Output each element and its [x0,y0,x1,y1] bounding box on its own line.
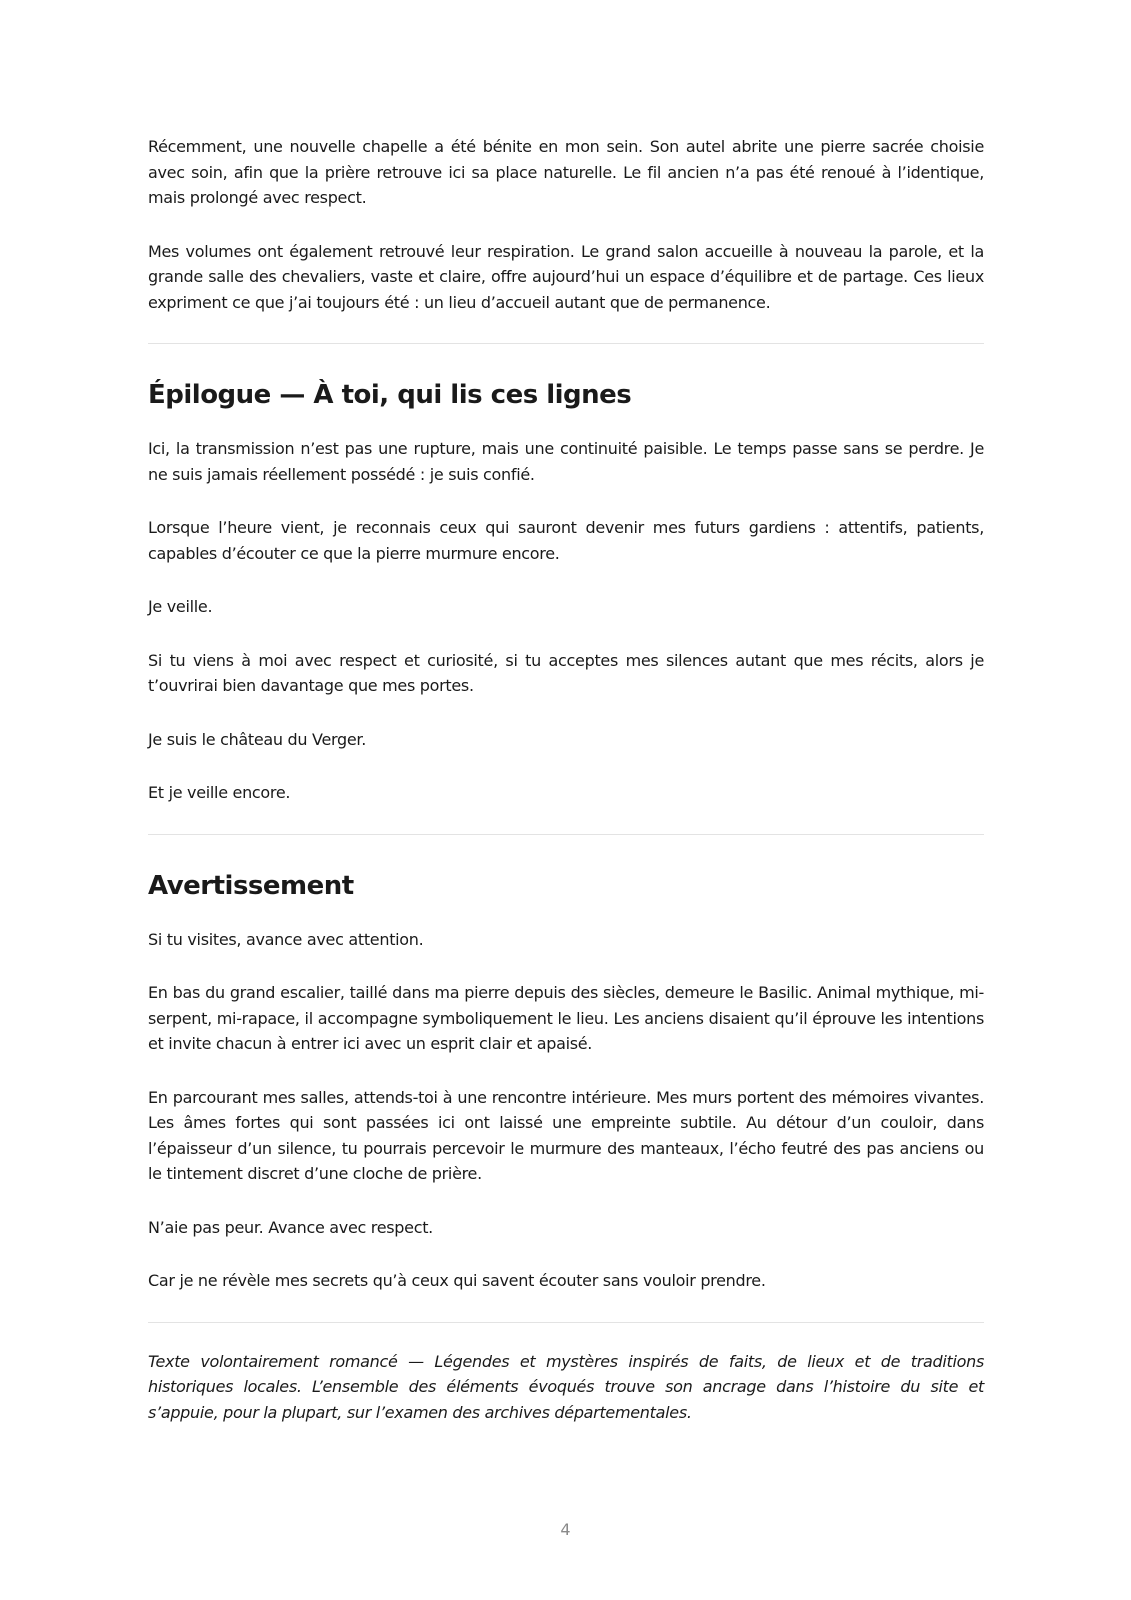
page-number: 4 [560,1520,571,1539]
epilogue-paragraph: Je suis le château du Verger. [148,729,366,749]
epilogue-paragraph: Si tu viens à moi avec respect et curiosité, si tu acceptes mes silences autant que mes récits, alors je t’ouvrirai bien davantage que mes portes. [148,650,984,695]
intro-paragraph: Récemment, une nouvelle chapelle a été bénite en mon sein. Son autel abrite une pierre sacrée choisie avec soin, afin que la prière retrouve ici sa place naturelle. Le fil ancien n’a pas été renoué à l’identique, mais prolongé avec respect. [148,137,984,207]
epilogue-paragraph: Et je veille encore. [148,783,291,802]
epilogue-heading: Épilogue — À toi, qui lis ces lignes [148,380,632,410]
section-divider [148,834,984,835]
epilogue-paragraph: Je veille. [148,597,213,616]
warning-paragraph: En parcourant mes salles, attends-toi à une rencontre intérieure. Mes murs portent des mémoires vivantes. Les âmes fortes qui sont passées ici ont laissé une empreinte subtile. Au détour d’un couloir, dans l’épaisseur d’un silence, tu pourrais percevoir le murmure des manteaux, l’écho feutré des pas anciens ou le tintement discret d’une cloche de prière. [148,1087,984,1183]
epilogue-paragraph: Ici, la transmission n’est pas une rupture, mais une continuité paisible. Le temps passe sans se perdre. Je ne suis jamais réellement possédé : je suis confié. [148,439,984,484]
footnote: Texte volontairement romancé — Légendes et mystères inspirés de faits, de lieux et de traditions historiques locales. L’ensemble des éléments évoqués trouve son ancrage dans l’histoire du site et s’appuie, pour la plupart, sur l’examen des archives départementales. [148,1351,984,1422]
section-divider [148,1322,984,1323]
warning-paragraph: N’aie pas peur. Avance avec respect. [148,1217,433,1237]
warning-paragraph: En bas du grand escalier, taillé dans ma pierre depuis des siècles, demeure le Basilic. Animal mythique, mi-serpent, mi-rapace, il accompagne symboliquement le lieu. Les anciens disaient qu’il éprouve les intentions et invite chacun à entrer ici avec un esprit clair et apaisé. [148,983,984,1053]
intro-paragraph: Mes volumes ont également retrouvé leur respiration. Le grand salon accueille à nouveau la parole, et la grande salle des chevaliers, vaste et claire, offre aujourd’hui un espace d’équilibre et de partage. Ces lieux expriment ce que j’ai toujours été : un lieu d’accueil autant que de permanence. [148,241,984,312]
warning-paragraph: Car je ne révèle mes secrets qu’à ceux qui savent écouter sans vouloir prendre. [148,1271,766,1290]
warning-paragraph: Si tu visites, avance avec attention. [148,929,424,949]
epilogue-paragraph: Lorsque l’heure vient, je reconnais ceux qui sauront devenir mes futurs gardiens : attentifs, patients, capables d’écouter ce que la pierre murmure encore. [148,518,984,563]
section-divider [148,343,984,344]
document-body [148,134,984,1453]
warning-heading: Avertissement [148,870,354,901]
